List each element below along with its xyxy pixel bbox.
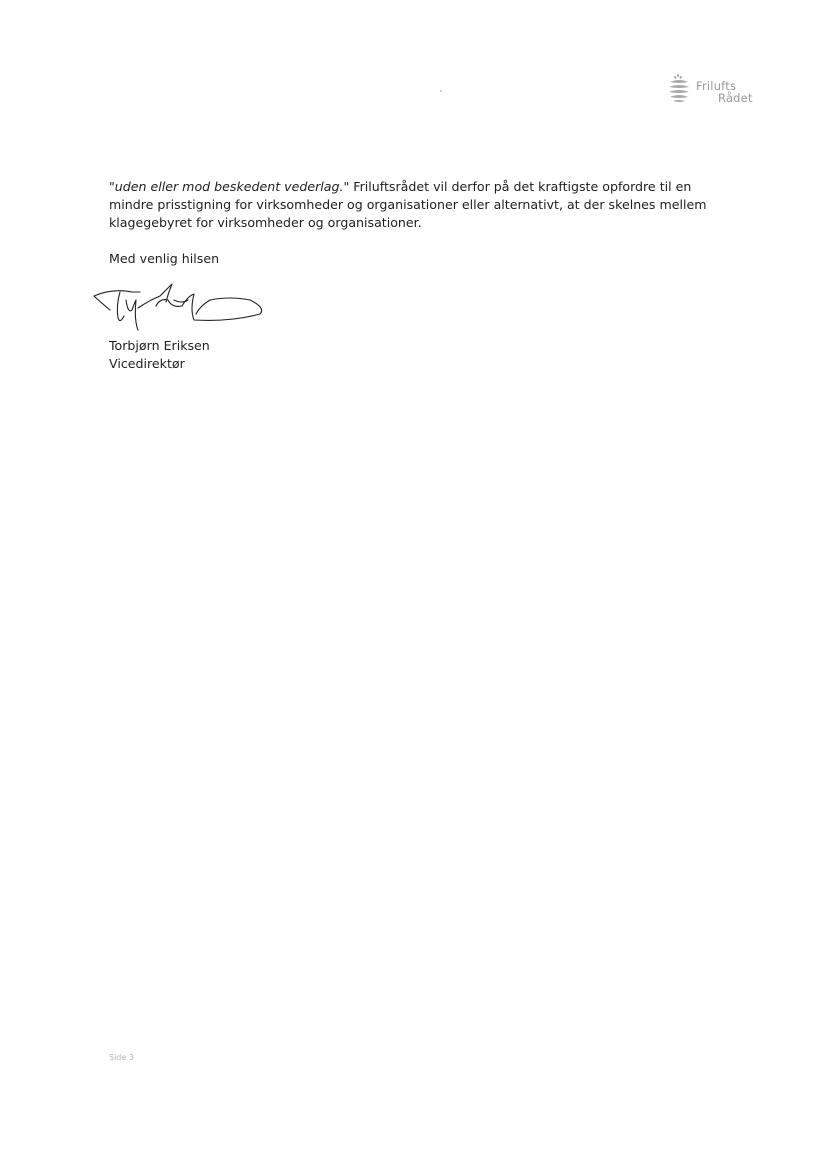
pine-cone-icon — [666, 72, 692, 106]
logo-wordmark — [696, 80, 753, 104]
quoted-phrase: uden eller mod beskedent vederlag." — [114, 179, 350, 194]
handwritten-signature — [90, 270, 270, 340]
signer-name: Torbjørn Eriksen — [109, 338, 210, 353]
signer-block — [109, 337, 210, 373]
scan-speck — [440, 90, 442, 92]
signer-title: Vicedirektør — [109, 356, 185, 371]
closing-salutation: Med venlig hilsen — [109, 251, 220, 266]
paragraph-text: Friluftsrådet vil derfor på det kraftigste opfordre til en mindre prisstigning for virksomheder og organisationer eller alternativt, at der skelnes mellem klagegebyret for virksomheder og organisationer. — [109, 179, 707, 230]
frilufts-raadet-logo — [666, 70, 758, 112]
page-number: Side 3 — [109, 1053, 134, 1062]
letter-paragraph — [109, 178, 739, 232]
logo-line-1: Frilufts — [696, 79, 737, 93]
quote-mark: " — [109, 179, 115, 194]
logo-line-2: Rådet — [718, 91, 753, 105]
